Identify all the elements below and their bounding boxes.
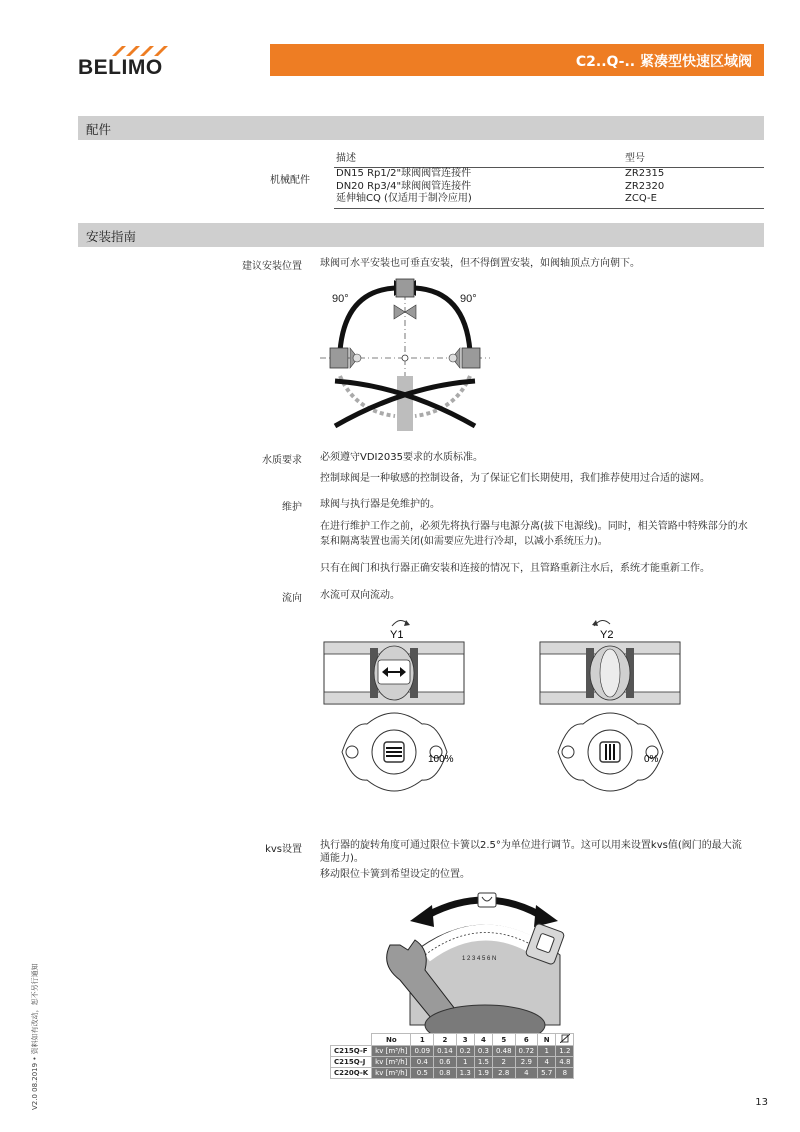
col-desc-header: 描述 [334,147,623,168]
table-row [334,181,764,194]
flow-y2-figure [538,612,688,812]
kvs-table [330,1033,574,1079]
section-title: 安装指南 [86,229,137,244]
kvs-header-cell: 6 [515,1034,538,1046]
kvs-value: 1.3 [456,1068,474,1079]
item-desc: DN15 Rp1/2"球阀阀管连接件 [336,168,472,179]
kvs-header-cell: 1 [411,1034,434,1046]
section-accessories [78,116,764,140]
section-install [78,223,764,247]
no-limit-icon [560,1034,570,1043]
table-row [334,168,764,181]
y1-percent: 100% [428,754,454,765]
kvs-label: kvs设置 [265,844,302,855]
kvs-header-cell: No [372,1034,411,1046]
table-row [334,193,764,208]
position-text: 球阀可水平安装也可垂直安装，但不得倒置安装，如阀轴顶点方向朝下。 [320,258,640,269]
maint-text-2: 在进行维护工作之前，必须先将执行器与电源分离(拔下电源线)。同时，相关管路中特殊部分的水泵和隔离装置也需关闭(如需要应先进行冷却，以减小系统压力)。 [320,521,748,547]
flow-y1-figure [322,612,472,812]
kvs-value: 8 [556,1068,574,1079]
flow-text: 水流可双向流动。 [320,590,400,601]
svg-text:1 2 3 4 5 6 N: 1 2 3 4 5 6 N [462,956,497,962]
item-model: ZCQ-E [623,193,764,208]
y2-label: Y2 [600,629,614,641]
kvs-unit: kv [m³/h] [372,1068,411,1079]
kvs-value: 2.8 [492,1068,515,1079]
table-row [331,1068,574,1079]
kvs-value: 1.5 [474,1057,492,1068]
kvs-value: 0.4 [411,1057,434,1068]
item-desc: 延伸轴CQ (仅适用于制冷应用) [334,193,623,208]
item-desc: DN20 Rp3/4"球阀阀管连接件 [336,180,472,192]
kvs-setting-figure [370,885,600,1035]
angle-right-label: 90° [460,293,477,305]
table-row [331,1046,574,1057]
kvs-model: C215Q-F [331,1046,372,1057]
y2-percent: 0% [644,754,659,765]
section-title: 配件 [86,122,112,137]
item-model: ZR2315 [625,168,665,179]
angle-left-label: 90° [332,293,349,305]
kvs-value: 4 [515,1068,538,1079]
kvs-header-cell: N [538,1034,556,1046]
kvs-value: 5.7 [538,1068,556,1079]
kvs-value: 4.8 [556,1057,574,1068]
kvs-value: 0.6 [434,1057,457,1068]
kvs-value: 1.2 [556,1046,574,1057]
kvs-text-2: 移动限位卡簧到希望设定的位置。 [320,869,470,880]
water-quality-label: 水质要求 [262,455,302,466]
mech-accessories-label: 机械配件 [270,175,310,186]
accessories-table [334,147,764,209]
kvs-value: 0.09 [411,1046,434,1057]
maint-text-1: 球阀与执行器是免维护的。 [320,499,440,510]
y1-label: Y1 [390,629,404,641]
revision-text: V2.0 08.2019 • 资料如有改动，恕不另行通知 [31,963,39,1110]
kvs-value: 0.2 [456,1046,474,1057]
brand-name: BELIMO [78,56,163,79]
kvs-value: 0.48 [492,1046,515,1057]
flow-label: 流向 [282,593,302,604]
kvs-header-cell: 2 [434,1034,457,1046]
kvs-value: 0.14 [434,1046,457,1057]
kvs-unit: kv [m³/h] [372,1046,411,1057]
revision-note [30,940,42,1110]
kvs-header-cell [556,1034,574,1046]
col-model-header: 型号 [623,147,764,168]
kvs-value: 1.9 [474,1068,492,1079]
kvs-header-cell: 5 [492,1034,515,1046]
kvs-value: 0.3 [474,1046,492,1057]
title-bar [270,44,764,76]
kvs-unit: kv [m³/h] [372,1057,411,1068]
kvs-text-1: 执行器的旋转角度可通过限位卡簧以2.5°为单位进行调节。这可以用来设置kvs值(阀门的最大流通能力)。 [320,840,742,864]
kvs-value: 0.8 [434,1068,457,1079]
kvs-value: 4 [538,1057,556,1068]
kvs-header-cell: 4 [474,1034,492,1046]
kvs-value: 1 [538,1046,556,1057]
kvs-value: 0.72 [515,1046,538,1057]
page-number: 13 [755,1097,768,1108]
position-label: 建议安装位置 [242,261,302,272]
water-text-2: 控制球阀是一种敏感的控制设备，为了保证它们长期使用，我们推荐使用过合适的滤网。 [320,473,710,484]
kvs-model: C215Q-J [331,1057,372,1068]
kvs-model: C220Q-K [331,1068,372,1079]
kvs-value: 2.9 [515,1057,538,1068]
maintenance-label: 维护 [282,502,302,513]
maint-text-3: 只有在阀门和执行器正确安装和连接的情况下，且管路重新注水后，系统才能重新工作。 [320,563,710,574]
kvs-table-header [331,1034,574,1046]
page-title: C2..Q-.. 紧凑型快速区域阀 [575,54,752,70]
water-text-1: 必须遵守VDI2035要求的水质标准。 [320,452,483,463]
table-row [331,1057,574,1068]
mounting-orientation-figure [310,276,500,436]
kvs-value: 1 [456,1057,474,1068]
kvs-value: 0.5 [411,1068,434,1079]
kvs-value: 2 [492,1057,515,1068]
kvs-header-cell: 3 [456,1034,474,1046]
item-model: ZR2320 [625,180,665,192]
